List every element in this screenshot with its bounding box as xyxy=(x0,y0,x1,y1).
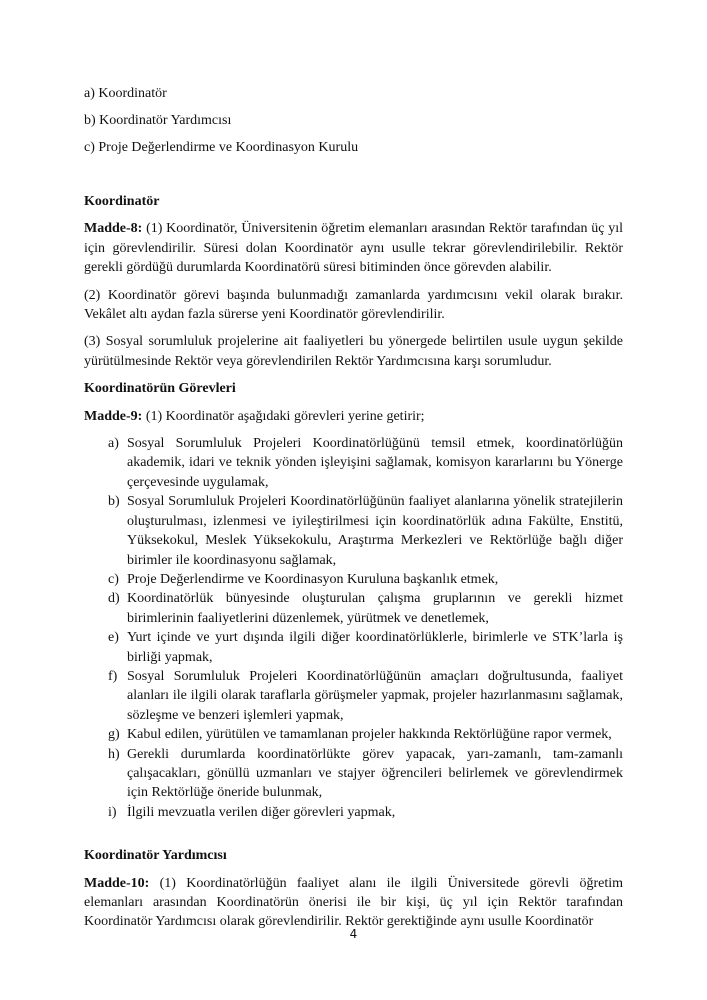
organ-item-a: a) Koordinatör xyxy=(84,86,167,101)
section-heading-deputy: Koordinatör Yardımcısı xyxy=(84,848,227,864)
article-8-text: (1) Koordinatör, Üniversitenin öğretim elemanları arasından Rektör tarafından üç yıl için görevlendirilir. Süresi dolan Koordinatör aynı usulle tekrar görevlendirilebilir. Rektör gerekli gördüğü durumlarda Koordinatörü süresi bitiminden önce görevden alabilir. xyxy=(84,221,623,276)
article-8-paragraph-3: (3) Sosyal sorumluluk projelerine ait faaliyetleri bu yönergede belirtilen usule uygun şekilde yürütülmesinde Rektör veya görevlendirilen Rektör Yardımcısına karşı sorumludur. xyxy=(84,334,623,369)
duty-marker: b) xyxy=(108,494,120,510)
duty-text: Sosyal Sorumluluk Projeleri Koordinatörlüğünü temsil etmek, koordinatörlüğün akademik, idari ve teknik yönden işleyişini sağlamak, komisyon kararlarını bu Yönerge çerçevesinde uygulamak, xyxy=(127,436,623,490)
article-8-paragraph-2: (2) Koordinatör görevi başında bulunmadığı zamanlarda yardımcısını vekil olarak bırakır. Vekâlet altı aydan fazla sürerse yeni Koordinatör görevlendirilir. xyxy=(84,287,623,323)
duty-item-a xyxy=(84,434,623,492)
duty-marker: a) xyxy=(108,436,119,452)
organ-list xyxy=(84,84,358,165)
duty-marker: i) xyxy=(108,804,117,820)
page-number: 4 xyxy=(349,927,358,941)
duty-item-e xyxy=(84,628,623,667)
duty-item-d xyxy=(84,589,623,628)
duty-item-h xyxy=(84,745,623,803)
duty-item-f xyxy=(84,667,623,725)
duties-list xyxy=(84,434,623,822)
duty-item-c xyxy=(84,570,623,589)
duty-text: Sosyal Sorumluluk Projeleri Koordinatörlüğünün faaliyet alanlarına yönelik stratejilerin oluşturulması, izlenmesi ve iyileştirilmesi için koordinatörlük adına Fakülte, Enstitü, Yüksekokul, Meslek Yüksekokulu, Araştırma Merkezleri ve Rektörlüğe bağlı diğer birimler ile koordinasyonu sağlamak, xyxy=(127,494,623,568)
article-9-text: (1) Koordinatör aşağıdaki görevleri yerine getirir; xyxy=(142,408,425,424)
organ-item-c: c) Proje Değerlendirme ve Koordinasyon Kurulu xyxy=(84,140,359,155)
duty-item-g xyxy=(84,725,623,744)
duty-text: Gerekli durumlarda koordinatörlükte görev yapacak, yarı-zamanlı, tam-zamanlı çalışacakları, gönüllü uzmanları ve stajyer öğrencileri belirlemek ve görevlendirmek için Rektörlüğe öneride bulunmak, xyxy=(127,746,623,801)
duty-marker: h) xyxy=(108,746,120,762)
duty-text: Koordinatörlük bünyesinde oluşturulan çalışma gruplarının ve gerekli hizmet birimlerinin faaliyetlerini düzenlemek, yürütmek ve denetlemek, xyxy=(127,591,623,626)
article-10-label: Madde-10: xyxy=(84,875,150,891)
article-9-paragraph xyxy=(84,407,623,426)
document-body xyxy=(84,192,623,940)
duty-marker: c) xyxy=(108,571,119,587)
article-8-paragraph-1 xyxy=(84,219,623,277)
duty-text: Sosyal Sorumluluk Projeleri Koordinatörlüğünün amaçları doğrultusunda, faaliyet alanları ile ilgili olarak taraflarla görüşmeler yapmak, projeler hazırlanmasını sağlamak, sözleşme ve benzeri işlemleri yapmak, xyxy=(127,668,623,723)
organ-item-b: b) Koordinatör Yardımcısı xyxy=(84,113,232,128)
duty-text: Kabul edilen, yürütülen ve tamamlanan projeler hakkında Rektörlüğüne rapor vermek, xyxy=(127,727,612,743)
section-heading-koordinator: Koordinatör xyxy=(84,194,160,209)
article-8-label: Madde-8: xyxy=(84,221,143,237)
duty-item-i xyxy=(84,803,623,822)
duty-text: Yurt içinde ve yurt dışında ilgili diğer koordinatörlüklerle, birimlerle ve STK’larla iş birliği yapmak, xyxy=(127,630,623,665)
article-9-label: Madde-9: xyxy=(84,408,143,424)
duty-item-b xyxy=(84,492,623,570)
duty-marker: g) xyxy=(108,727,120,743)
article-10-text: (1) Koordinatörlüğün faaliyet alanı ile ilgili Üniversitede görevli öğretim elemanları arasından Koordinatörün önerisi ile bir kişi, üç yıl için Rektör tarafından Koordinatör Yardımcısı olarak görevlendirilir. Rektör gerektiğinde aynı usulle Koordinatör xyxy=(84,875,623,930)
duty-marker: e) xyxy=(108,630,119,646)
duty-marker: d) xyxy=(108,591,120,607)
article-10-paragraph xyxy=(84,874,623,932)
duty-text: İlgili mevzuatla verilen diğer görevleri yapmak, xyxy=(127,804,396,820)
duty-text: Proje Değerlendirme ve Koordinasyon Kuruluna başkanlık etmek, xyxy=(127,571,499,587)
duty-marker: f) xyxy=(108,668,118,684)
section-heading-duties: Koordinatörün Görevleri xyxy=(84,381,236,397)
